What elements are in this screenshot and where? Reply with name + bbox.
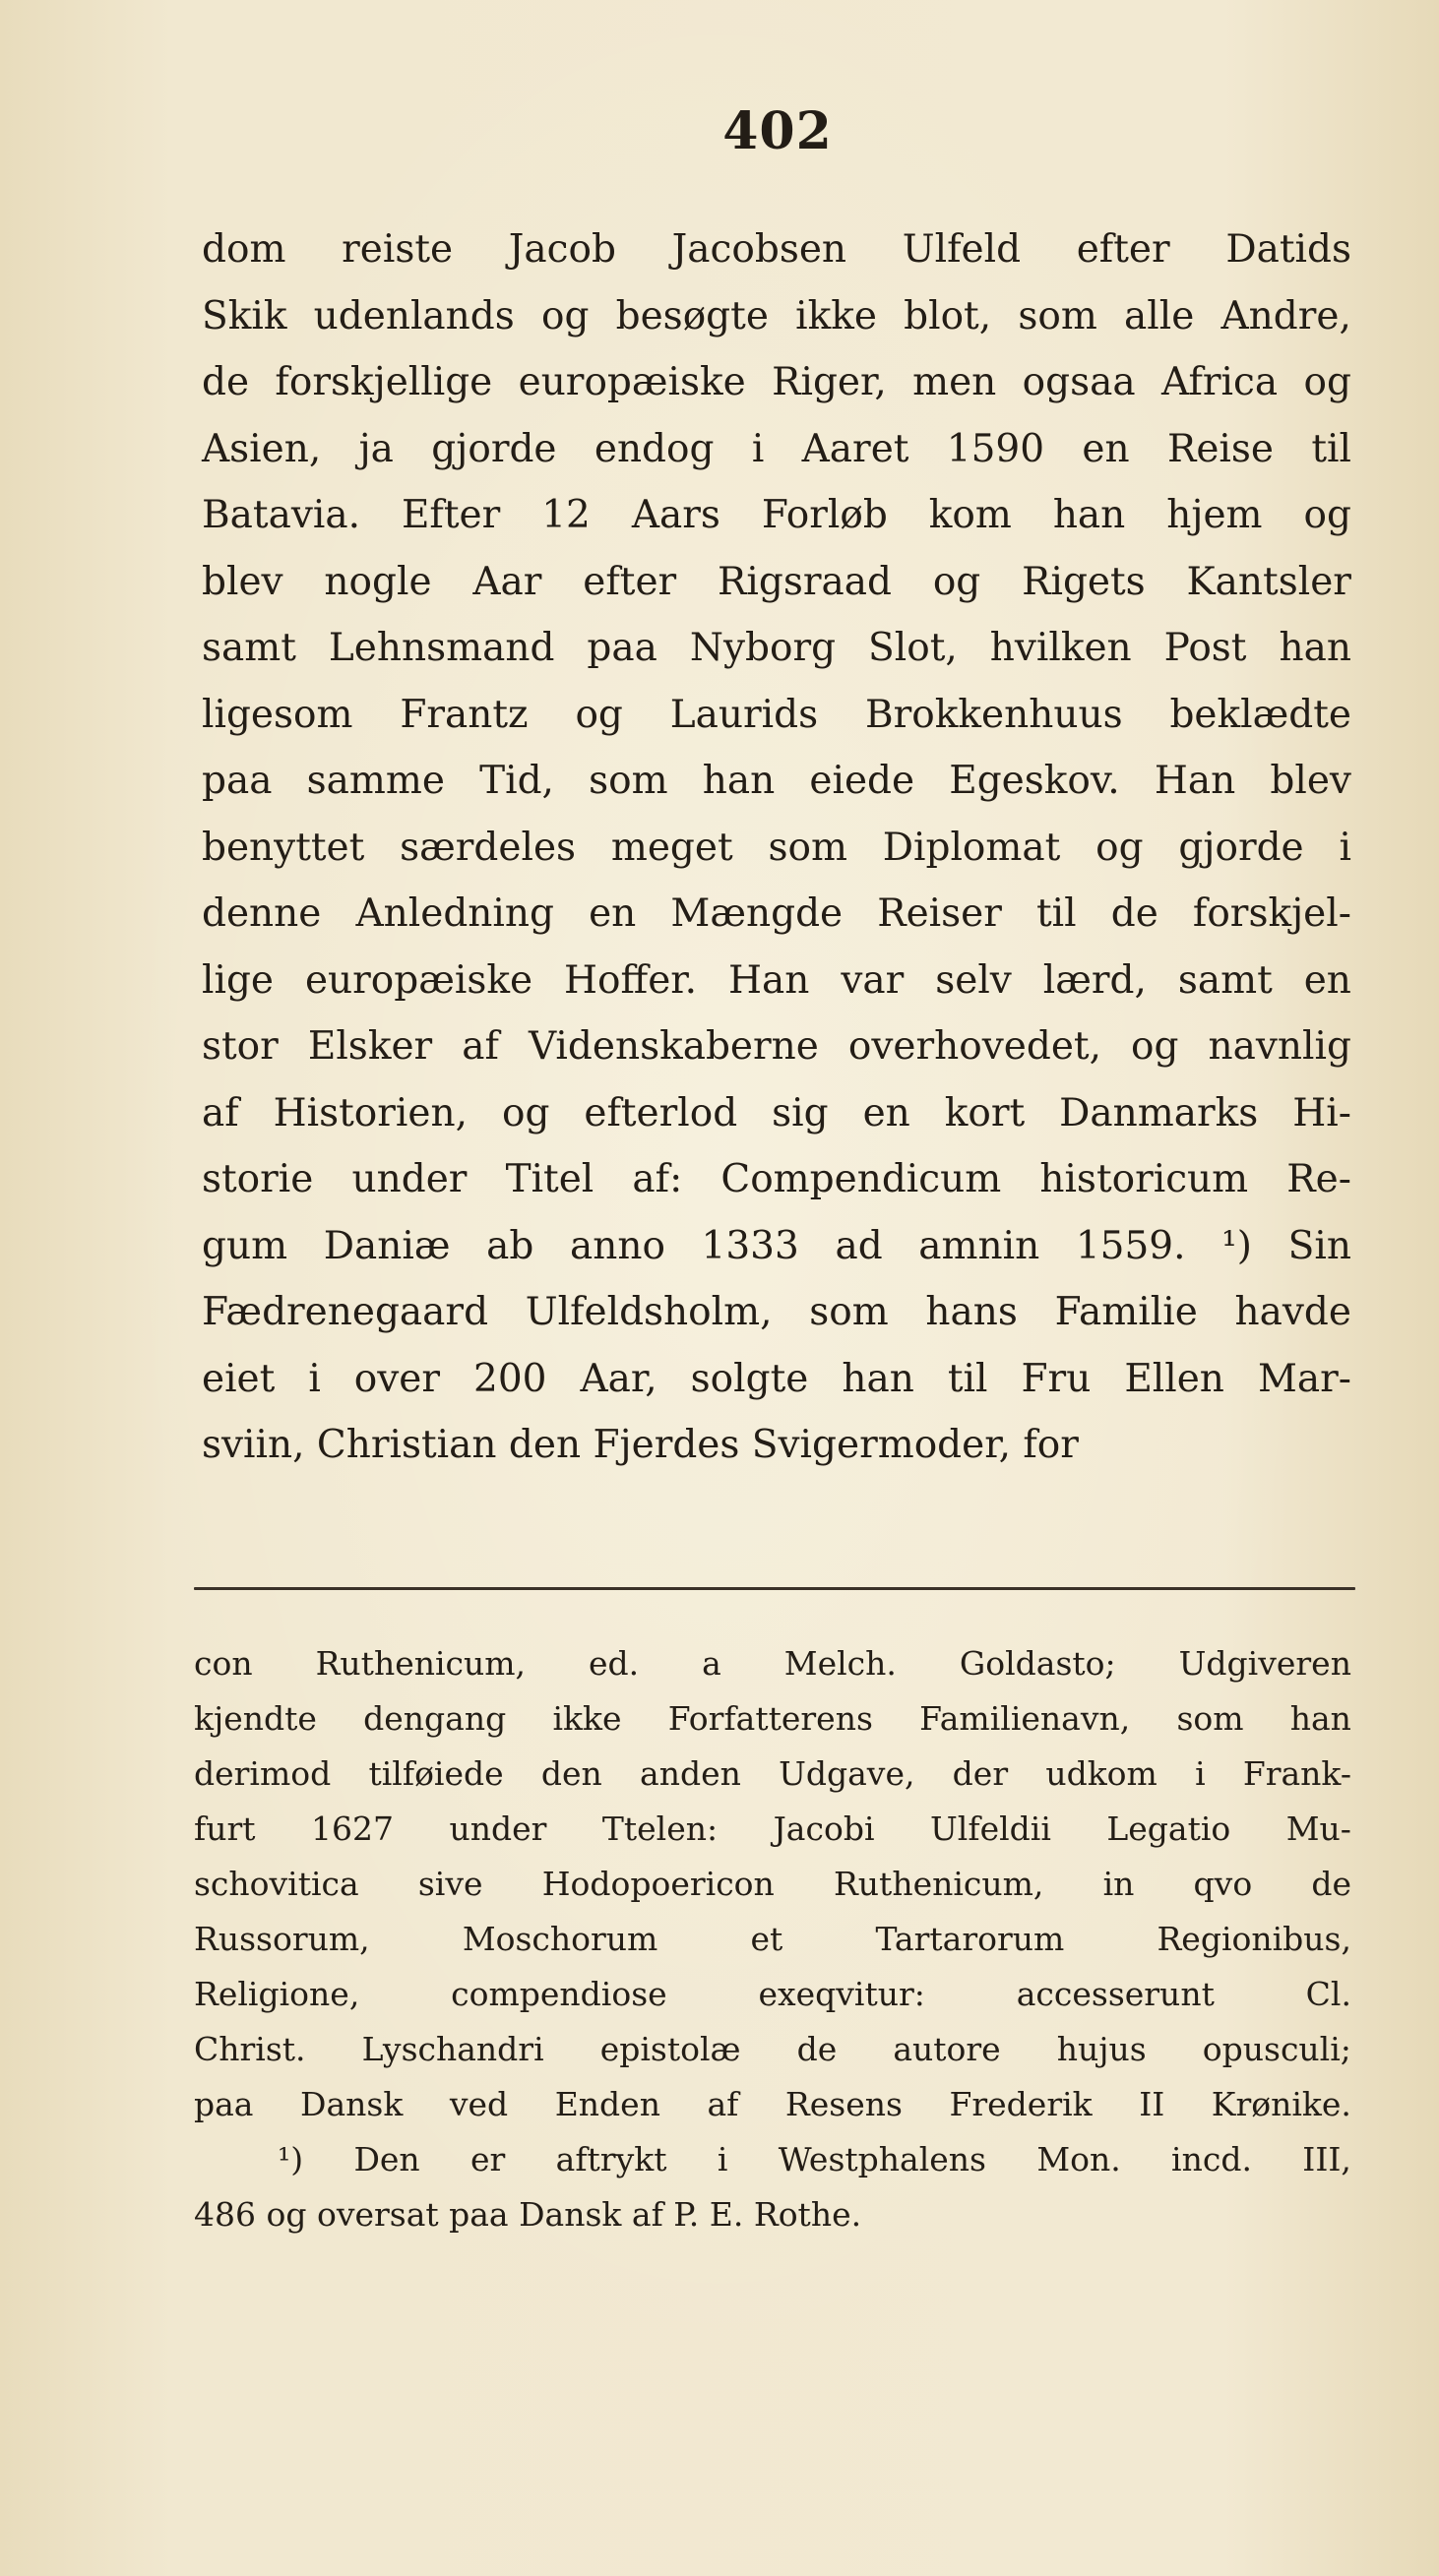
word: Laurids bbox=[669, 692, 819, 737]
word: Jacob bbox=[508, 227, 616, 272]
word: en bbox=[1303, 957, 1351, 1003]
word: var bbox=[841, 957, 905, 1003]
word: Forløb bbox=[761, 493, 888, 537]
word: Han bbox=[1154, 759, 1236, 803]
word: Kantsler bbox=[1186, 559, 1351, 604]
word: Batavia. bbox=[202, 493, 360, 537]
text-line bbox=[202, 1213, 1351, 1280]
word: 1333 bbox=[701, 1223, 799, 1268]
word: de bbox=[796, 2030, 838, 2068]
word: samt bbox=[1177, 957, 1273, 1003]
word: storie bbox=[202, 1157, 314, 1201]
text-line bbox=[202, 948, 1351, 1014]
word: anden bbox=[640, 1754, 741, 1793]
word: efter bbox=[583, 559, 677, 604]
word: ad bbox=[835, 1223, 883, 1268]
footnote-line bbox=[194, 1747, 1351, 1802]
word: ¹) bbox=[1221, 1223, 1252, 1268]
word: er bbox=[470, 2140, 506, 2178]
word: europæiske bbox=[518, 360, 746, 404]
word: beklædte bbox=[1169, 692, 1351, 737]
word: Krønike. bbox=[1211, 2085, 1351, 2123]
word: reiste bbox=[342, 227, 454, 272]
word: eiede bbox=[809, 759, 915, 803]
word: som bbox=[1018, 293, 1097, 338]
word: Goldasto; bbox=[959, 1644, 1116, 1683]
word: han bbox=[1289, 1699, 1351, 1738]
word: og bbox=[1131, 1024, 1179, 1069]
word: til bbox=[1036, 891, 1077, 936]
word: selv bbox=[935, 957, 1012, 1003]
line-text: 486 og oversat paa Dansk af P. E. Rothe. bbox=[194, 2195, 862, 2234]
text-line bbox=[202, 881, 1351, 948]
page-number: 402 bbox=[722, 101, 833, 161]
word: og bbox=[1095, 825, 1144, 870]
word: europæiske bbox=[304, 957, 533, 1003]
word: de bbox=[1311, 1865, 1351, 1903]
word: paa bbox=[202, 759, 273, 803]
word: hans bbox=[925, 1290, 1018, 1334]
word: Enden bbox=[554, 2085, 660, 2123]
word: et bbox=[750, 1920, 783, 1958]
footnote-line bbox=[194, 1912, 1351, 1967]
word: Moschorum bbox=[462, 1920, 658, 1958]
word: efterlod bbox=[584, 1090, 738, 1135]
main-text-block bbox=[202, 216, 1351, 1479]
word: nogle bbox=[324, 559, 432, 604]
word: Re- bbox=[1286, 1157, 1351, 1201]
word: under bbox=[351, 1157, 468, 1201]
word: paa bbox=[194, 2085, 254, 2123]
word: III, bbox=[1302, 2140, 1351, 2178]
word: Fædrenegaard bbox=[202, 1290, 489, 1334]
text-line bbox=[202, 482, 1351, 549]
word: Mængde bbox=[670, 891, 844, 936]
word: Nyborg bbox=[689, 626, 837, 670]
word: lærd, bbox=[1042, 957, 1147, 1003]
text-line bbox=[202, 615, 1351, 682]
footnote-line bbox=[194, 1636, 1351, 1691]
word: alle bbox=[1124, 293, 1195, 338]
word: Aar, bbox=[580, 1356, 657, 1401]
word: af bbox=[462, 1024, 499, 1069]
word: anno bbox=[569, 1223, 665, 1268]
word: til bbox=[1311, 426, 1351, 471]
word: Diplomat bbox=[882, 825, 1061, 870]
word: Riger, bbox=[772, 360, 887, 404]
word: Elsker bbox=[307, 1024, 433, 1069]
word: con bbox=[194, 1644, 253, 1683]
word: Slot, bbox=[868, 626, 958, 670]
word: af: bbox=[632, 1157, 683, 1201]
word: Videnskaberne bbox=[528, 1024, 819, 1069]
text-line bbox=[202, 349, 1351, 416]
word: Hi- bbox=[1292, 1090, 1351, 1135]
word: Regionibus, bbox=[1157, 1920, 1351, 1958]
word: Historien, bbox=[273, 1090, 469, 1135]
word: Forfatterens bbox=[667, 1699, 873, 1738]
word: udenlands bbox=[313, 293, 515, 338]
word: Andre, bbox=[1220, 293, 1351, 338]
word: Ulfeldii bbox=[929, 1809, 1051, 1848]
text-line bbox=[202, 1146, 1351, 1213]
word: Rigsraad bbox=[718, 559, 892, 604]
text-line bbox=[202, 1080, 1351, 1147]
word: a bbox=[702, 1644, 721, 1683]
word: ed. bbox=[589, 1644, 640, 1683]
word: samt bbox=[202, 626, 296, 670]
word: Post bbox=[1163, 626, 1247, 670]
word: kort bbox=[944, 1090, 1026, 1135]
word: Cl. bbox=[1305, 1975, 1351, 2013]
word: amnin bbox=[918, 1223, 1040, 1268]
word: Compendicum bbox=[720, 1157, 1002, 1201]
word: 12 bbox=[541, 493, 591, 537]
word: Egeskov. bbox=[949, 759, 1120, 803]
word: den bbox=[540, 1754, 602, 1793]
word: sig bbox=[772, 1090, 829, 1135]
word: de bbox=[1110, 891, 1158, 936]
word: Ellen bbox=[1124, 1356, 1224, 1401]
word: overhovedet, bbox=[847, 1024, 1101, 1069]
word: Ruthenicum, bbox=[833, 1865, 1044, 1903]
word: og bbox=[575, 692, 623, 737]
word: Mu- bbox=[1285, 1809, 1351, 1848]
word: til bbox=[947, 1356, 988, 1401]
word: Lyschandri bbox=[361, 2030, 544, 2068]
word: Jacobsen bbox=[671, 227, 847, 272]
word: sive bbox=[417, 1865, 483, 1903]
word: i bbox=[1195, 1754, 1206, 1793]
word: ikke bbox=[795, 293, 877, 338]
word: blev bbox=[202, 559, 283, 604]
word: eiet bbox=[202, 1356, 276, 1401]
word: Legatio bbox=[1106, 1809, 1231, 1848]
word: som bbox=[768, 825, 847, 870]
line-text: sviin, Christian den Fjerdes Svigermoder, for bbox=[202, 1423, 1079, 1467]
word: i bbox=[717, 2140, 728, 2178]
word: Aars bbox=[631, 493, 720, 537]
word: Efter bbox=[401, 493, 501, 537]
text-line bbox=[202, 216, 1351, 283]
word: blev bbox=[1270, 759, 1351, 803]
text-line bbox=[202, 416, 1351, 483]
word: ja bbox=[358, 426, 394, 471]
footnote-line bbox=[194, 1802, 1351, 1857]
word: og bbox=[1303, 360, 1351, 404]
word: Asien, bbox=[202, 426, 322, 471]
word: af bbox=[202, 1090, 239, 1135]
word: Ulfeld bbox=[902, 227, 1022, 272]
word: samme bbox=[306, 759, 445, 803]
footnote-line bbox=[194, 2077, 1351, 2132]
word: Dansk bbox=[300, 2085, 404, 2123]
word: og bbox=[1303, 493, 1351, 537]
word: Han bbox=[728, 957, 810, 1003]
footnotes-block bbox=[194, 1636, 1351, 2242]
word: Brokkenhuus bbox=[864, 692, 1123, 737]
word: Tid, bbox=[479, 759, 554, 803]
word: Ttelen: bbox=[601, 1809, 719, 1848]
word: Tartarorum bbox=[875, 1920, 1065, 1958]
word: han bbox=[1279, 626, 1351, 670]
word: ¹) bbox=[278, 2140, 304, 2178]
word: Christ. bbox=[194, 2030, 306, 2068]
word: compendiose bbox=[451, 1975, 667, 2013]
word: Danmarks bbox=[1059, 1090, 1259, 1135]
word: Resens bbox=[784, 2085, 903, 2123]
text-line bbox=[202, 1412, 1351, 1479]
word: besøgte bbox=[615, 293, 769, 338]
word: hvilken bbox=[989, 626, 1132, 670]
word: kom bbox=[928, 493, 1012, 537]
word: gum bbox=[202, 1223, 288, 1268]
word: denne bbox=[202, 891, 322, 936]
text-line bbox=[202, 1279, 1351, 1346]
word: og bbox=[501, 1090, 550, 1135]
word: ab bbox=[486, 1223, 534, 1268]
word: Familienavn, bbox=[919, 1699, 1131, 1738]
word: Den bbox=[353, 2140, 420, 2178]
footnote-divider bbox=[194, 1587, 1355, 1590]
word: exeqvitur: bbox=[758, 1975, 925, 2013]
word: under bbox=[449, 1809, 547, 1848]
word: schovitica bbox=[194, 1865, 359, 1903]
word: furt bbox=[194, 1809, 256, 1848]
word: 1627 bbox=[310, 1809, 394, 1848]
word: Reiser bbox=[877, 891, 1002, 936]
word: som bbox=[589, 759, 668, 803]
word: hjem bbox=[1166, 493, 1263, 537]
word: derimod bbox=[194, 1754, 332, 1793]
word: Datids bbox=[1225, 227, 1351, 272]
word: en bbox=[1082, 426, 1130, 471]
word: paa bbox=[587, 626, 657, 670]
word: Mon. bbox=[1036, 2140, 1121, 2178]
word: Rigets bbox=[1022, 559, 1146, 604]
word: aftrykt bbox=[555, 2140, 667, 2178]
word: gjorde bbox=[1178, 825, 1304, 870]
word: ikke bbox=[552, 1699, 622, 1738]
word: qvo bbox=[1193, 1865, 1253, 1903]
word: Reise bbox=[1166, 426, 1274, 471]
word: Udgave, bbox=[779, 1754, 915, 1793]
word: Melch. bbox=[783, 1644, 897, 1683]
footnote-line bbox=[194, 2187, 1351, 2242]
word: Hodopoericon bbox=[541, 1865, 775, 1903]
word: Daniæ bbox=[323, 1223, 451, 1268]
word: navnlig bbox=[1208, 1024, 1351, 1069]
word: han bbox=[1052, 493, 1126, 537]
word: Ulfeldsholm, bbox=[525, 1290, 773, 1334]
footnote-line bbox=[194, 1857, 1351, 1912]
word: stor bbox=[202, 1024, 279, 1069]
word: autore bbox=[893, 2030, 1001, 2068]
word: Titel bbox=[505, 1157, 594, 1201]
word: 1559. bbox=[1075, 1223, 1186, 1268]
word: tilføiede bbox=[368, 1754, 504, 1793]
word: Aar bbox=[472, 559, 542, 604]
word: Frantz bbox=[400, 692, 529, 737]
word: incd. bbox=[1171, 2140, 1252, 2178]
text-line bbox=[202, 1013, 1351, 1080]
word: gjorde bbox=[431, 426, 557, 471]
word: forskjellige bbox=[275, 360, 493, 404]
word: Mar- bbox=[1257, 1356, 1351, 1401]
word: udkom bbox=[1045, 1754, 1157, 1793]
word: opusculi; bbox=[1202, 2030, 1351, 2068]
word: Africa bbox=[1161, 360, 1279, 404]
word: en bbox=[589, 891, 637, 936]
text-line bbox=[202, 748, 1351, 815]
word: af bbox=[707, 2085, 739, 2123]
word: kjendte bbox=[194, 1699, 317, 1738]
word: i bbox=[1339, 825, 1351, 870]
word: havde bbox=[1234, 1290, 1351, 1334]
word: ogsaa bbox=[1022, 360, 1136, 404]
footnote-line bbox=[194, 1691, 1351, 1747]
text-line bbox=[202, 682, 1351, 749]
text-line bbox=[202, 549, 1351, 616]
word: in bbox=[1102, 1865, 1135, 1903]
word: lige bbox=[202, 957, 274, 1003]
word: endog bbox=[594, 426, 715, 471]
word: solgte bbox=[690, 1356, 809, 1401]
word: Hoffer. bbox=[564, 957, 698, 1003]
word: Udgiveren bbox=[1178, 1644, 1351, 1683]
word: Frank- bbox=[1242, 1754, 1351, 1793]
word: Westphalens bbox=[778, 2140, 986, 2178]
word: efter bbox=[1076, 227, 1170, 272]
word: Sin bbox=[1287, 1223, 1351, 1268]
footnote-line bbox=[194, 2022, 1351, 2077]
word: 200 bbox=[473, 1356, 547, 1401]
word: II bbox=[1139, 2085, 1165, 2123]
word: de bbox=[202, 360, 250, 404]
word: blot, bbox=[904, 293, 992, 338]
word: Familie bbox=[1054, 1290, 1198, 1334]
word: forskjel- bbox=[1192, 891, 1351, 936]
text-line bbox=[202, 1346, 1351, 1413]
word: benyttet bbox=[202, 825, 365, 870]
word: over bbox=[353, 1356, 441, 1401]
word: meget bbox=[610, 825, 733, 870]
word: og bbox=[540, 293, 590, 338]
text-line bbox=[202, 815, 1351, 882]
word: han bbox=[842, 1356, 914, 1401]
word: særdeles bbox=[400, 825, 577, 870]
word: i bbox=[751, 426, 765, 471]
word: i bbox=[308, 1356, 321, 1401]
word: der bbox=[952, 1754, 1009, 1793]
word: som bbox=[1176, 1699, 1244, 1738]
text-line bbox=[202, 283, 1351, 350]
word: Skik bbox=[202, 293, 287, 338]
word: som bbox=[809, 1290, 889, 1334]
word: dom bbox=[202, 227, 286, 272]
footnote-line bbox=[194, 2132, 1351, 2187]
word: ligesom bbox=[202, 692, 353, 737]
word: hujus bbox=[1056, 2030, 1147, 2068]
word: historicum bbox=[1039, 1157, 1249, 1201]
word: og bbox=[932, 559, 981, 604]
word: ved bbox=[449, 2085, 509, 2123]
word: Frederik bbox=[949, 2085, 1093, 2123]
word: 1590 bbox=[946, 426, 1045, 471]
word: Aaret bbox=[801, 426, 909, 471]
word: Ruthenicum, bbox=[315, 1644, 527, 1683]
word: Lehnsmand bbox=[328, 626, 555, 670]
word: men bbox=[912, 360, 997, 404]
word: epistolæ bbox=[599, 2030, 741, 2068]
word: Russorum, bbox=[194, 1920, 370, 1958]
word: en bbox=[862, 1090, 910, 1135]
word: dengang bbox=[363, 1699, 507, 1738]
word: Fru bbox=[1021, 1356, 1092, 1401]
word: Jacobi bbox=[773, 1809, 875, 1848]
word: Anledning bbox=[355, 891, 554, 936]
word: Religione, bbox=[194, 1975, 360, 2013]
footnote-line bbox=[194, 1967, 1351, 2022]
word: accesserunt bbox=[1016, 1975, 1215, 2013]
word: han bbox=[702, 759, 776, 803]
